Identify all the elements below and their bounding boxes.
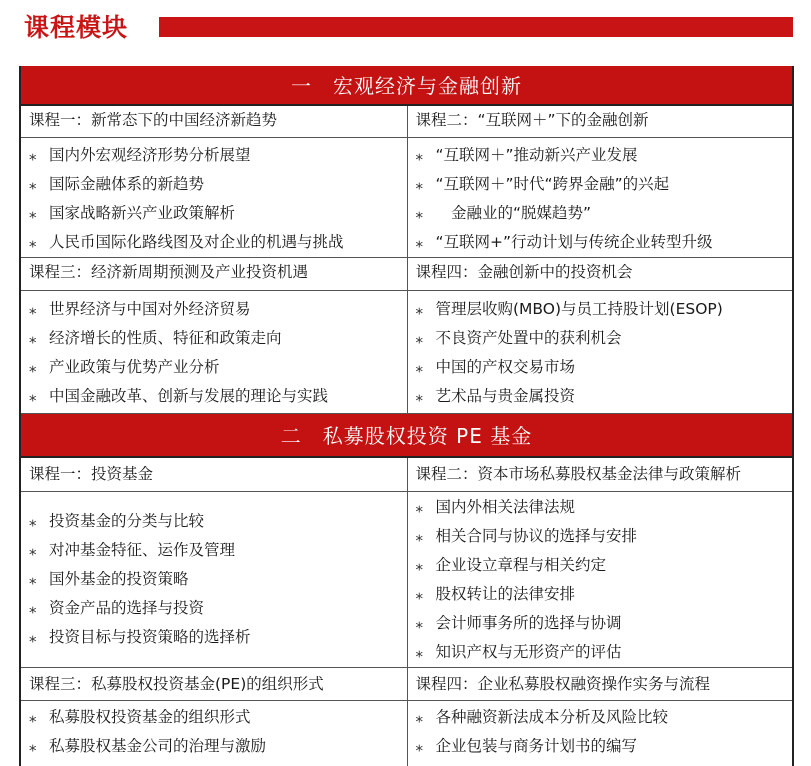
list-item: ⁎ 各种融资新法成本分析及风险比较 — [416, 703, 793, 732]
course-items-cell — [407, 701, 793, 766]
asterisk-bullet-icon: ⁎ — [415, 358, 423, 376]
course-header-row — [21, 106, 792, 138]
asterisk-bullet-icon: ⁎ — [29, 233, 37, 251]
list-item: ⁎ 私募股权投资基金的组织形式 — [29, 703, 407, 732]
asterisk-bullet-icon: ⁎ — [415, 329, 423, 347]
section-banner-macro: 一 宏观经济与金融创新 — [21, 66, 792, 106]
asterisk-bullet-icon: ⁎ — [29, 512, 37, 530]
course-title-cell — [21, 258, 407, 290]
asterisk-bullet-icon: ⁎ — [29, 300, 37, 318]
asterisk-bullet-icon: ⁎ — [29, 387, 37, 405]
page-header — [0, 0, 811, 60]
asterisk-bullet-icon: ⁎ — [415, 146, 423, 164]
course-title: 课程三：经济新周期预测及产业投资机遇 — [29, 263, 309, 281]
course-title: 课程四：企业私募股权融资操作实务与流程 — [415, 675, 711, 693]
list-item: ⁎ 国家战略新兴产业政策解析 — [29, 199, 407, 228]
list-item: ⁎ 人民币国际化路线图及对企业的机遇与挑战 — [29, 228, 407, 257]
asterisk-bullet-icon: ⁎ — [415, 708, 423, 726]
course-items-cell — [407, 138, 793, 257]
list-item: ⁎ 相关合同与协议的选择与安排 — [416, 522, 793, 551]
course-title-cell — [21, 106, 407, 137]
list-item: ⁎ 知识产权与无形资产的评估 — [416, 638, 793, 667]
asterisk-bullet-icon: ⁎ — [415, 737, 423, 755]
asterisk-bullet-icon: ⁎ — [29, 570, 37, 588]
list-item: ⁎ 不良资产处置中的获利机会 — [416, 324, 793, 353]
course-title-cell — [21, 668, 407, 700]
list-item: ⁎ 会计师事务所的选择与协调 — [416, 609, 793, 638]
course-header-row — [21, 458, 792, 492]
course-title-cell — [407, 258, 793, 290]
asterisk-bullet-icon: ⁎ — [29, 204, 37, 222]
course-title: 课程三：私募股权投资基金(PE)的组织形式 — [29, 675, 324, 693]
course-title: 课程一：新常态下的中国经济新趋势 — [29, 111, 278, 129]
course-title-cell — [21, 458, 407, 491]
list-item: ⁎ 资金产品的选择与投资 — [29, 594, 407, 623]
list-item: ⁎ 企业设立章程与相关约定 — [416, 551, 793, 580]
list-item: ⁎ 国内外宏观经济形势分析展望 — [29, 141, 407, 170]
course-table — [19, 66, 794, 766]
asterisk-bullet-icon: ⁎ — [29, 541, 37, 559]
list-item: ⁎ 国际金融体系的新趋势 — [29, 170, 407, 199]
course-title: 课程二：资本市场私募股权基金法律与政策解析 — [415, 465, 742, 483]
asterisk-bullet-icon: ⁎ — [29, 628, 37, 646]
course-items-cell — [407, 492, 793, 667]
list-item: ⁎ 中国金融改革、创新与发展的理论与实践 — [29, 382, 407, 411]
course-title: 课程一：投资基金 — [29, 465, 154, 483]
list-item: ⁎ 管理层收购(MBO)与员工持股计划(ESOP) — [416, 295, 793, 324]
page-title: 课程模块 — [24, 13, 129, 42]
asterisk-bullet-icon: ⁎ — [29, 708, 37, 726]
asterisk-bullet-icon: ⁎ — [415, 498, 423, 516]
list-item: ⁎ 产业政策与优势产业分析 — [29, 353, 407, 382]
list-item: ⁎ “互联网＋”时代“跨界金融”的兴起 — [416, 170, 793, 199]
asterisk-bullet-icon: ⁎ — [415, 614, 423, 632]
course-items-cell — [21, 492, 407, 667]
list-item: ⁎ “互联网+”行动计划与传统企业转型升级 — [416, 228, 793, 257]
course-items-row — [21, 492, 792, 668]
header-red-bar — [159, 17, 793, 37]
course-items-row — [21, 291, 792, 413]
asterisk-bullet-icon: ⁎ — [415, 387, 423, 405]
asterisk-bullet-icon: ⁎ — [29, 737, 37, 755]
asterisk-bullet-icon: ⁎ — [415, 556, 423, 574]
list-item: ⁎ 国外基金的投资策略 — [29, 565, 407, 594]
list-item: ⁎ 金融业的“脱媒趋势” — [416, 199, 793, 228]
asterisk-bullet-icon: ⁎ — [415, 204, 423, 222]
asterisk-bullet-icon: ⁎ — [415, 233, 423, 251]
list-item: ⁎ 经济增长的性质、特征和政策走向 — [29, 324, 407, 353]
list-item: ⁎ 对冲基金特征、运作及管理 — [29, 536, 407, 565]
course-items-row — [21, 701, 792, 766]
list-item: ⁎ 国内外相关法律法规 — [416, 493, 793, 522]
course-title: 课程二：“互联网＋”下的金融创新 — [415, 111, 649, 129]
list-item: ⁎ 私募股权基金公司的治理与激励 — [29, 732, 407, 761]
list-item: ⁎ 世界经济与中国对外经济贸易 — [29, 295, 407, 324]
course-items-cell — [21, 291, 407, 413]
course-items-cell — [21, 701, 407, 766]
asterisk-bullet-icon: ⁎ — [415, 527, 423, 545]
asterisk-bullet-icon: ⁎ — [415, 643, 423, 661]
asterisk-bullet-icon: ⁎ — [415, 175, 423, 193]
asterisk-bullet-icon: ⁎ — [29, 146, 37, 164]
course-title-cell — [407, 458, 793, 491]
course-items-cell — [21, 138, 407, 257]
course-header-row — [21, 668, 792, 701]
list-item: ⁎ 股权转让的法律安排 — [416, 580, 793, 609]
asterisk-bullet-icon: ⁎ — [29, 329, 37, 347]
asterisk-bullet-icon: ⁎ — [29, 175, 37, 193]
list-item: ⁎ 投资基金的分类与比较 — [29, 507, 407, 536]
course-title-cell — [407, 668, 793, 700]
list-item: ⁎ 投资目标与投资策略的选择析 — [29, 623, 407, 652]
course-items-cell — [407, 291, 793, 413]
asterisk-bullet-icon: ⁎ — [29, 358, 37, 376]
course-title-cell — [407, 106, 793, 137]
course-items-row — [21, 138, 792, 258]
list-item: ⁎ 艺术品与贵金属投资 — [416, 382, 793, 411]
list-item: ⁎ 中国的产权交易市场 — [416, 353, 793, 382]
course-title: 课程四：金融创新中的投资机会 — [415, 263, 633, 281]
asterisk-bullet-icon: ⁎ — [415, 585, 423, 603]
list-item: ⁎ 企业包装与商务计划书的编写 — [416, 732, 793, 761]
section-banner-pe: 二 私募股权投资 PE 基金 — [21, 413, 792, 458]
asterisk-bullet-icon: ⁎ — [415, 300, 423, 318]
course-header-row — [21, 258, 792, 291]
list-item: ⁎ “互联网＋”推动新兴产业发展 — [416, 141, 793, 170]
asterisk-bullet-icon: ⁎ — [29, 599, 37, 617]
